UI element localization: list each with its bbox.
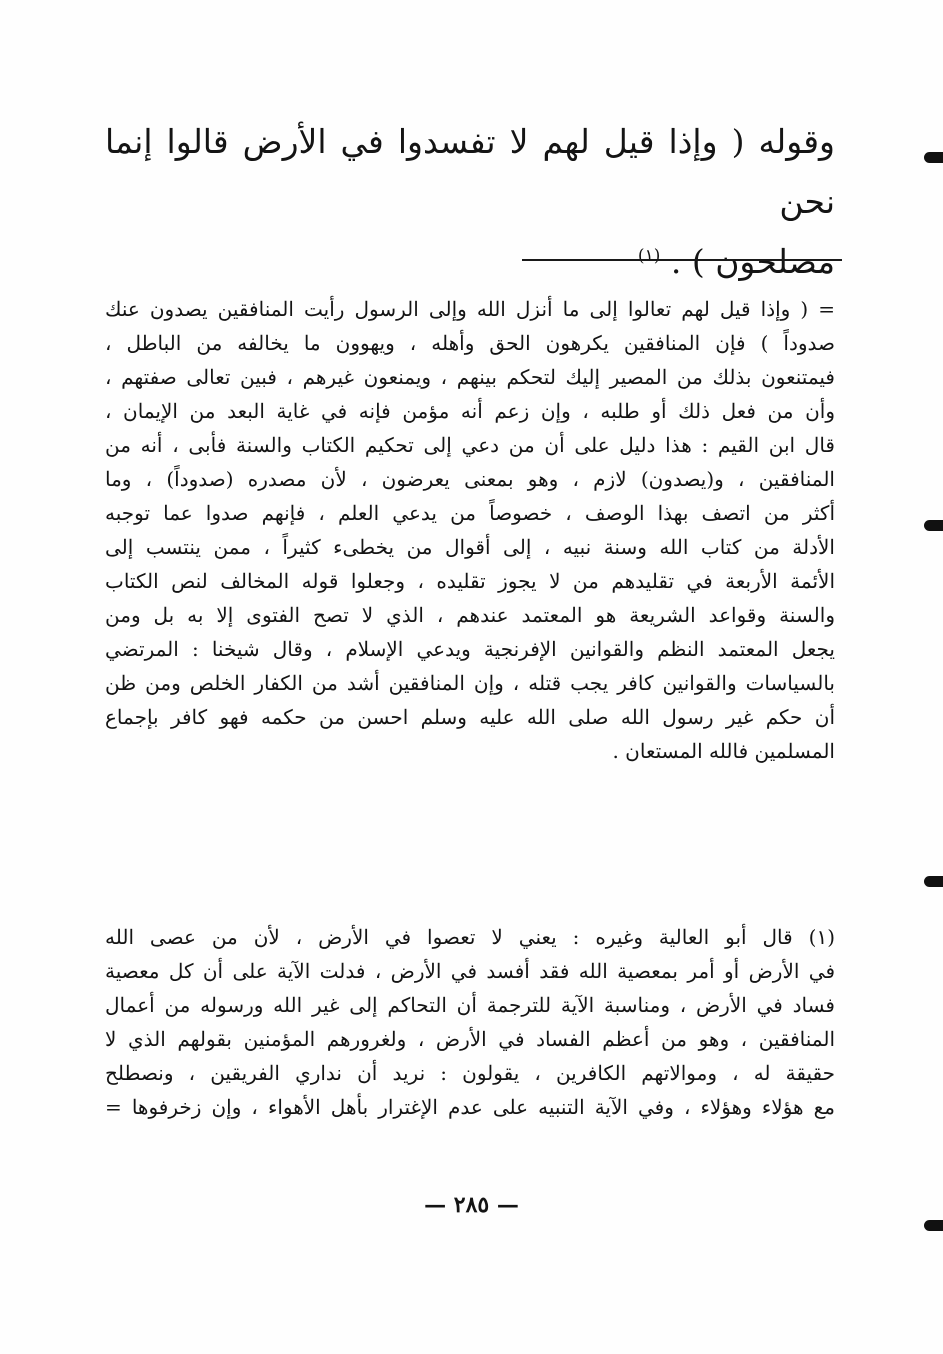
- footnote-line: فيمتنعون بذلك من المصير إليك لتحكم بينهم ، ويمنعون غيرهم ، فبين تعالى صفتهم ،: [105, 365, 835, 389]
- footnote-line: الأدلة من كتاب الله وسنة نبيه ، إلى أقوال من يخطىء كثيراً ، ممن ينتسب إلى: [105, 535, 835, 559]
- footnote-line: (١) قال أبو العالية وغيره : يعني لا تعصوا في الأرض ، لأن من عصى الله: [105, 925, 835, 949]
- footnote-line: بالسياسات والقوانين كافر يجب قتله ، وإن المنافقين أشد من الكفار الخلص ومن ظن: [105, 671, 835, 695]
- footnote-reference: (١): [637, 246, 661, 266]
- footnote-1: [105, 920, 835, 1124]
- footnote-separator: [522, 259, 842, 261]
- footnote-line: في الأرض أو أمر بمعصية الله فقد أفسد في الأرض ، فدلت الآية على أن كل معصية: [105, 959, 835, 983]
- footnote-line: أكثر من اتصف بهذا الوصف ، خصوصاً من يدعي العلم ، فإنهم صدوا عما توجبه: [105, 501, 835, 525]
- footnote-line: قال ابن القيم : هذا دليل على أن من دعي إلى تحكيم الكتاب والسنة فأبى ، أنه من: [105, 433, 835, 457]
- main-text-line-1: وقوله ( وإذا قيل لهم لا تفسدوا في الأرض قالوا إنما نحن: [105, 122, 835, 221]
- scan-edge-mark: [924, 876, 943, 887]
- main-text: [105, 112, 835, 292]
- footnote-line: والسنة وقواعد الشريعة هو المعتمد عندهم ، الذي لا تصح الفتوى إلا به بل ومن: [105, 603, 835, 627]
- footnote-line: = ( وإذا قيل لهم تعالوا إلى ما أنزل الله وإلى الرسول رأيت المنافقين يصدون عنك: [105, 297, 835, 321]
- footnote-line: المنافقين ، وهو من أعظم الفساد في الأرض ، ولغرورهم المؤمنين بقولهم الذي لا: [105, 1027, 835, 1051]
- scan-edge-mark: [924, 520, 943, 531]
- scan-edge-mark: [924, 1220, 943, 1231]
- footnote-line: الأئمة الأربعة في تقليدهم من لا يجوز تقليده ، وجعلوا قوله المخالف لنص الكتاب: [105, 569, 835, 593]
- footnote-line: أن حكم غير رسول الله صلى الله عليه وسلم احسن من حكمه فهو كافر بإجماع: [105, 705, 835, 729]
- scan-edge-mark: [924, 152, 943, 163]
- footnote-continued: [105, 292, 835, 768]
- footnote-line: صدوداً ) فإن المنافقين يكرهون الحق وأهله ، ويهوون ما يخالفه من الباطل ،: [105, 331, 835, 355]
- footnote-line: مع هؤلاء وهؤلاء ، وفي الآية التنبيه على عدم الإغترار بأهل الأهواء ، وإن زخرفوها =: [105, 1095, 835, 1119]
- page-number: — ٢٨٥ —: [424, 1192, 519, 1218]
- footnote-line: يجعل المعتمد النظم والقوانين الإفرنجية ويدعي الإسلام ، وقال شيخنا : المرتضي: [105, 637, 835, 661]
- footnote-line: المنافقين ، و(يصدون) لازم ، وهو بمعنى يعرضون ، لأن مصدره (صدوداً) ، وما: [105, 467, 835, 491]
- footnote-line: المسلمين فالله المستعان .: [612, 739, 835, 763]
- footnote-line: حقيقة له ، وموالاتهم الكافرين ، يقولون : نريد أن نداري الفريقين ، ونصطلح: [105, 1061, 835, 1085]
- main-text-line-2: مصلحون ) .: [670, 242, 835, 281]
- footnote-line: فساد في الأرض ، ومناسبة الآية للترجمة أن التحاكم إلى غير الله ورسوله من أعمال: [105, 993, 835, 1017]
- footnote-line: وأن من فعل ذلك أو طلبه ، وإن زعم أنه مؤمن فإنه في غاية البعد من الإيمان ،: [105, 399, 835, 423]
